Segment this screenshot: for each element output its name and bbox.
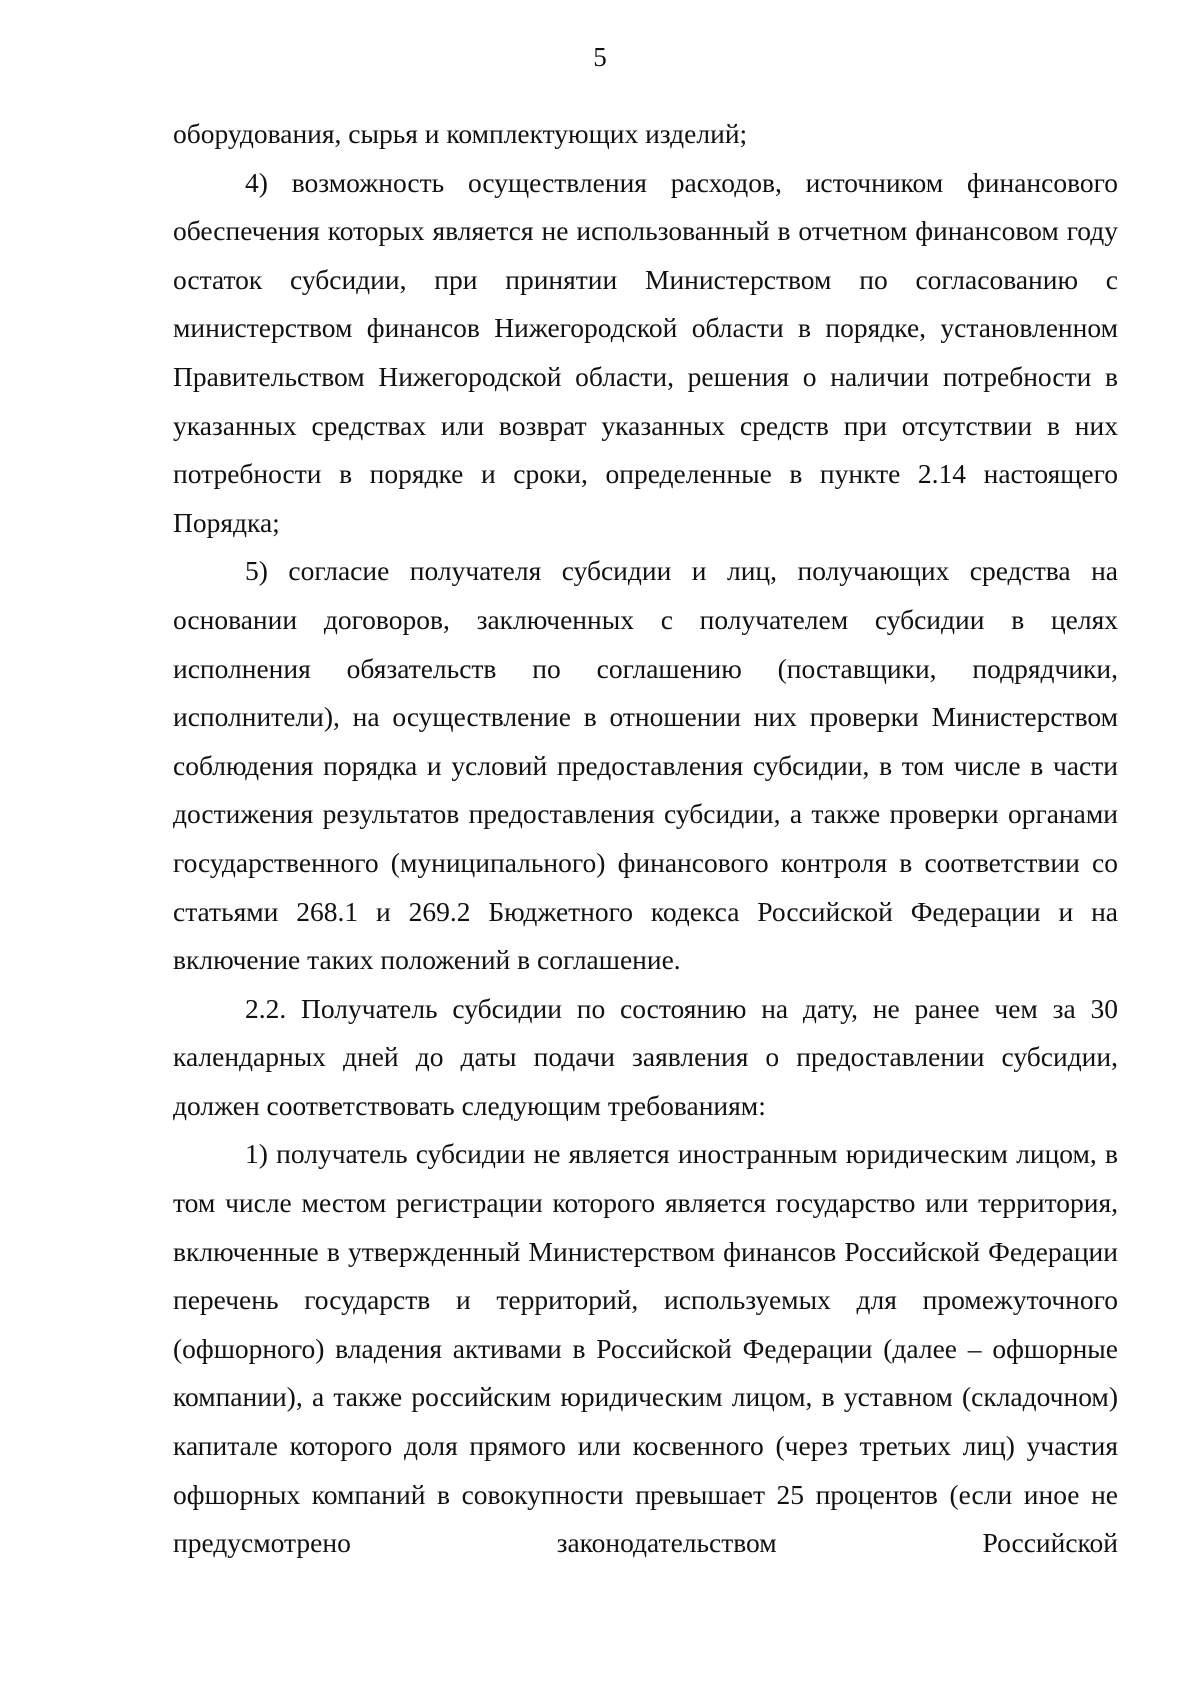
paragraph-section-2-2: 2.2. Получатель субсидии по состоянию на дату, не ранее чем за 30 календарных дней до даты подачи заявления о предоставлении субсидии, должен соответствовать следующим требованиям: xyxy=(173,992,1118,1121)
paragraph-requirement-1: 1) получатель субсидии не является иностранным юридическим лицом, в том числе местом регистрации которого является государство или территория, включенные в утвержденный Министерством финансов Российской Федерации перечень государств и территорий, используемых для промежуточного (офшорного) владения активами в Российской Федерации (далее – офшорные компании), а также российским юридическим лицом, в уставном (складочном) капитале которого доля прямого или косвенного (через третьих лиц) участия офшорных компаний в совокупности превышает 25 процентов (если иное не предусмотрено законодательством Российской xyxy=(173,1138,1118,1559)
page-number: 5 xyxy=(593,42,607,72)
paragraph-item-4: 4) возможность осуществления расходов, источником финансового обеспечения которых является не использованный в отчетном финансовом году остаток субсидии, при принятии Министерством по согласованию с министерством финансов Нижегородской области в порядке, установленном Правительством Нижегородской области, решения о наличии потребности в указанных средствах или возврат указанных средств при отсутствии в них потребности в порядке и сроки, определенные в пункте 2.14 настоящего Порядка; xyxy=(173,166,1118,538)
document-body xyxy=(173,110,1118,1568)
paragraph-continuation: оборудования, сырья и комплектующих изделий; xyxy=(173,118,748,149)
paragraph-item-5: 5) согласие получателя субсидии и лиц, получающих средства на основании договоров, заключенных с получателем субсидии в целях исполнения обязательств по соглашению (поставщики, подрядчики, исполнители), на осуществление в отношении них проверки Министерством соблюдения порядка и условий предоставления субсидии, в том числе в части достижения результатов предоставления субсидии, а также проверки органами государственного (муниципального) финансового контроля в соответствии со статьями 268.1 и 269.2 Бюджетного кодекса Российской Федерации и на включение таких положений в соглашение. xyxy=(173,555,1118,976)
